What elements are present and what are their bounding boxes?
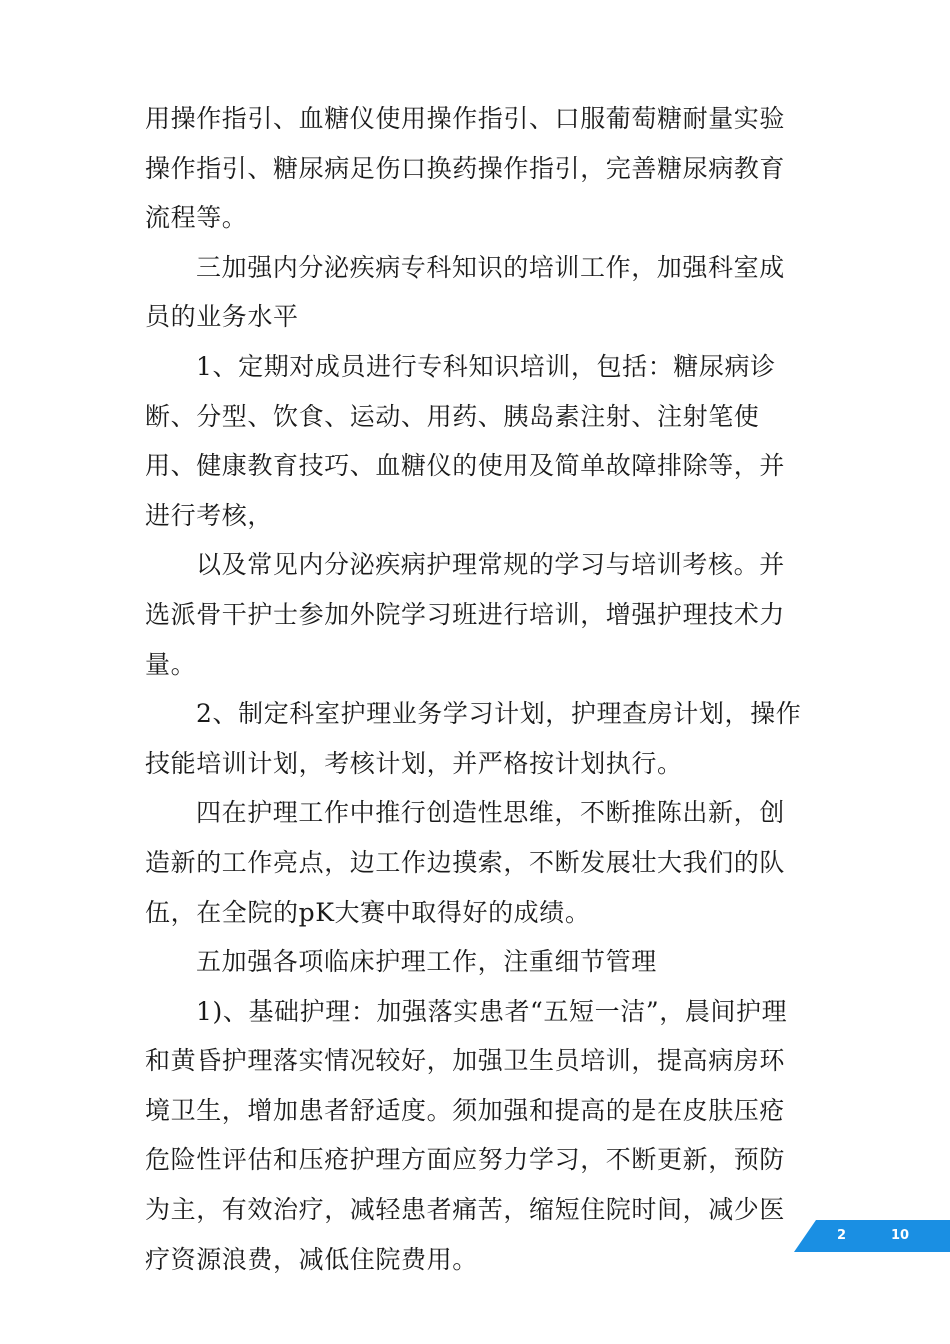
paragraph-6: 四在护理工作中推行创造性思维，不断推陈出新，创造新的工作亮点，边工作边摸索，不断发展壮大我们的队伍，在全院的pK大赛中取得好的成绩。 xyxy=(145,798,786,927)
page-total: 10 xyxy=(891,1228,910,1243)
page-footer-badge xyxy=(794,1220,950,1252)
document-body xyxy=(145,94,810,1284)
paragraph-7: 五加强各项临床护理工作，注重细节管理 xyxy=(196,947,657,977)
page-number: 2 xyxy=(837,1228,847,1243)
paragraph-4: 以及常见内分泌疾病护理常规的学习与培训考核。并选派骨干护士参加外院学习班进行培训，增强护理技术力量。 xyxy=(145,550,786,679)
paragraph-5: 2、制定科室护理业务学习计划，护理查房计划，操作技能培训计划，考核计划，并严格按计划执行。 xyxy=(145,699,802,778)
paragraph-3: 1、定期对成员进行专科知识培训，包括：糖尿病诊断、分型、饮食、运动、用药、胰岛素注射、注射笔使用、健康教育技巧、血糖仪的使用及简单故障排除等，并进行考核， xyxy=(145,351,786,530)
paragraph-8: 1)、基础护理：加强落实患者“五短一洁”，晨间护理和黄昏护理落实情况较好，加强卫生员培训，提高病房环境卫生，增加患者舒适度。须加强和提高的是在皮肤压疮危险性评估和压疮护理方面应努力学习，不断更新，预防为主，有效治疗，减轻患者痛苦，缩短住院时间，减少医疗资源浪费，减低住院费用。 xyxy=(145,996,788,1274)
paragraph-2: 三加强内分泌疾病专科知识的培训工作，加强科室成员的业务水平 xyxy=(145,252,785,332)
paragraph-1: 用操作指引、血糖仪使用操作指引、口服葡萄糖耐量实验操作指引、糖尿病足伤口换药操作指引，完善糖尿病教育流程等。 xyxy=(145,104,786,233)
footer-badge-shape xyxy=(794,1220,950,1252)
